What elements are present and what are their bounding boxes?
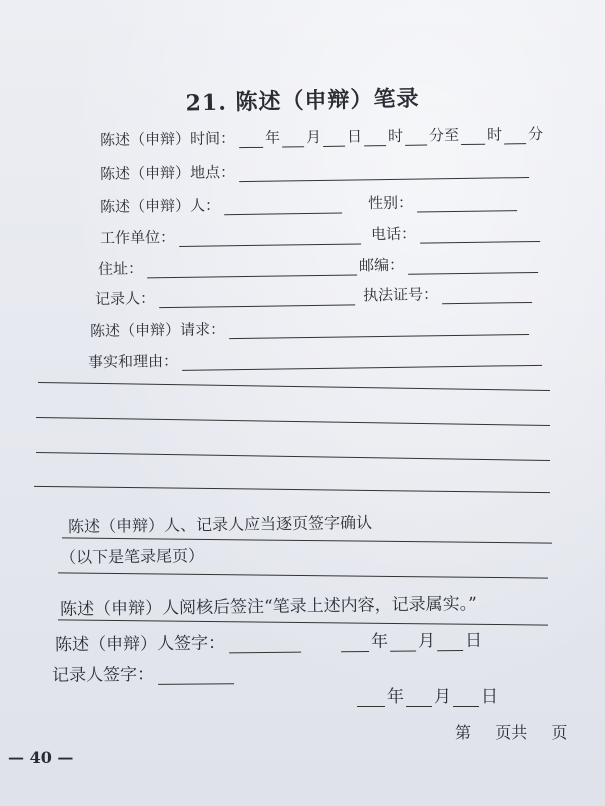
postcode-field[interactable] bbox=[408, 258, 538, 275]
minute-blank[interactable] bbox=[405, 131, 427, 146]
facts-label: 事实和理由： bbox=[87, 351, 179, 372]
person-sign-month-blank[interactable] bbox=[390, 636, 416, 651]
recorder-sign-year: 年 bbox=[387, 687, 404, 707]
facts-field[interactable] bbox=[182, 351, 542, 371]
note-verify: 陈述（申辩）人阅核后签注“笔录上述内容，记录属实。” bbox=[59, 594, 478, 620]
page-number: — 40 — bbox=[8, 748, 74, 767]
page-title: 21. 陈述（申辩）笔录 bbox=[185, 85, 420, 117]
license-field[interactable] bbox=[442, 288, 532, 304]
blank-line[interactable] bbox=[34, 486, 550, 493]
time-row bbox=[100, 123, 543, 150]
year-blank[interactable] bbox=[239, 133, 263, 148]
phone-field[interactable] bbox=[420, 227, 540, 244]
gender-field[interactable] bbox=[417, 196, 517, 212]
recorder-sign-day-blank[interactable] bbox=[453, 692, 479, 707]
person-sign-day: 日 bbox=[464, 630, 483, 651]
person-sign-year: 年 bbox=[370, 631, 389, 652]
address-row bbox=[98, 252, 540, 279]
person-sign-field[interactable] bbox=[229, 638, 301, 654]
employer-label: 工作单位： bbox=[99, 228, 176, 248]
hour-blank[interactable] bbox=[364, 131, 386, 146]
location-field[interactable] bbox=[239, 163, 529, 182]
person-sign-day-blank[interactable] bbox=[437, 636, 463, 651]
recorder-sign-year-blank[interactable] bbox=[357, 692, 385, 707]
hour2-blank[interactable] bbox=[461, 130, 485, 145]
request-row bbox=[90, 314, 531, 341]
day-label: 日 bbox=[346, 127, 363, 146]
recorder-sign-day: 日 bbox=[481, 687, 498, 707]
phone-label: 电话： bbox=[370, 224, 417, 244]
time-label: 陈述（申辩）时间： bbox=[99, 129, 236, 150]
recorder-field[interactable] bbox=[159, 290, 355, 308]
recorder-sign-field[interactable] bbox=[158, 669, 234, 685]
gender-label: 性别： bbox=[367, 193, 414, 213]
note-underline bbox=[62, 537, 552, 543]
blank-line[interactable] bbox=[38, 382, 550, 391]
address-label: 住址： bbox=[97, 259, 144, 279]
note-sign-each-page: 陈述（申辩）人、记录人应当逐页签字确认 bbox=[67, 512, 373, 537]
location-row bbox=[100, 157, 531, 184]
person-sign-month: 月 bbox=[417, 631, 436, 652]
note-last-page: （以下是笔录尾页） bbox=[59, 545, 205, 568]
month-label: 月 bbox=[305, 128, 322, 147]
blank-line[interactable] bbox=[36, 452, 550, 461]
page-prefix: 第 bbox=[455, 723, 472, 742]
employer-field[interactable] bbox=[179, 229, 361, 247]
recorder-sign-month-blank[interactable] bbox=[406, 692, 432, 707]
page-mid: 页共 bbox=[495, 723, 528, 742]
person-row bbox=[100, 190, 519, 217]
person-sign-row bbox=[55, 626, 482, 655]
recorder-sign-month: 月 bbox=[434, 687, 451, 707]
employer-row bbox=[100, 221, 542, 248]
recorder-row bbox=[95, 282, 534, 309]
recorder-date-row bbox=[355, 682, 498, 707]
person-sign-year-blank[interactable] bbox=[341, 637, 369, 652]
person-field[interactable] bbox=[224, 199, 342, 216]
facts-row bbox=[88, 345, 544, 372]
address-field[interactable] bbox=[147, 260, 357, 278]
page-suffix: 页 bbox=[551, 723, 568, 742]
day-blank[interactable] bbox=[323, 132, 345, 147]
note-underline bbox=[58, 619, 548, 625]
note-underline bbox=[58, 572, 548, 578]
recorder-label: 记录人： bbox=[94, 289, 156, 309]
request-label: 陈述（申辩）请求： bbox=[89, 320, 226, 341]
location-label: 陈述（申辩）地点： bbox=[99, 163, 236, 184]
minute2-label: 分 bbox=[527, 124, 544, 144]
recorder-sign-row bbox=[52, 659, 236, 686]
recorder-sign-label: 记录人签字： bbox=[51, 664, 155, 686]
person-sign-label: 陈述（申辩）人签字： bbox=[54, 633, 226, 656]
license-label: 执法证号： bbox=[362, 285, 439, 305]
year-label: 年 bbox=[264, 128, 281, 147]
page-count bbox=[455, 720, 567, 743]
minute2-blank[interactable] bbox=[504, 129, 526, 144]
minute-to-label: 分至 bbox=[428, 126, 460, 145]
person-label: 陈述（申辩）人： bbox=[99, 196, 221, 216]
hour-label: 时 bbox=[387, 126, 404, 146]
request-field[interactable] bbox=[229, 320, 529, 339]
blank-line[interactable] bbox=[36, 417, 550, 426]
month-blank[interactable] bbox=[282, 132, 304, 147]
hour2-label: 时 bbox=[486, 125, 503, 144]
postcode-label: 邮编： bbox=[358, 255, 405, 275]
